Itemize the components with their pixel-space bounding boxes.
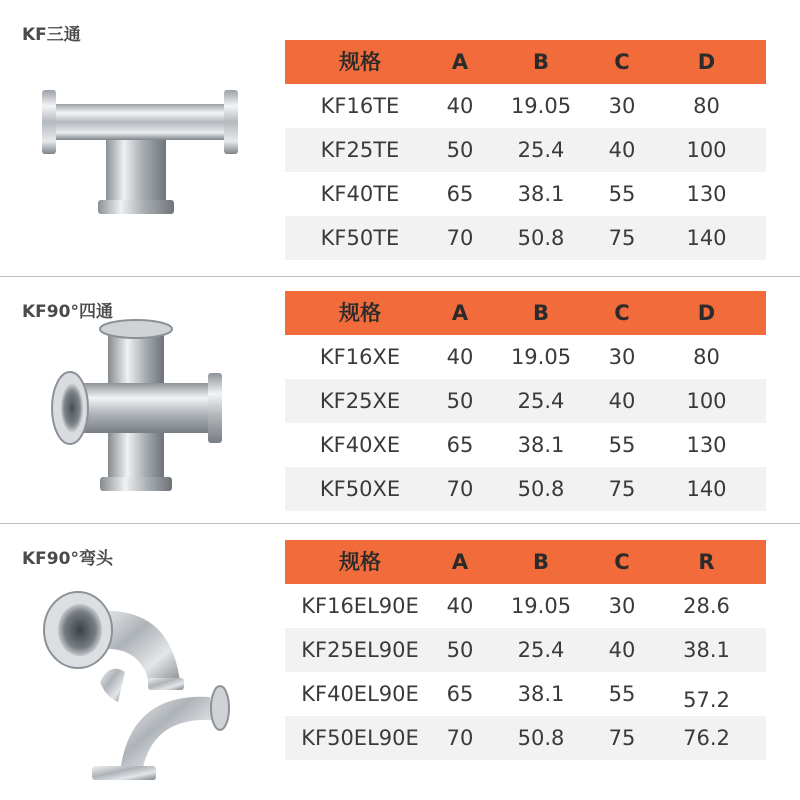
table-cell: 40 (446, 594, 474, 618)
header-cell: A (451, 550, 469, 574)
table-cell: 80 (693, 345, 720, 369)
table-cell: 130 (686, 182, 727, 206)
table-cell: 19.05 (510, 94, 572, 118)
table-cell: 75 (608, 477, 636, 501)
spec-table-elbow (285, 540, 766, 760)
table-cell: 30 (608, 94, 636, 118)
table-cell: 65 (446, 433, 474, 457)
table-cell: 40 (446, 94, 474, 118)
table-cell: 50 (446, 389, 474, 413)
table-cell: 50 (446, 138, 474, 162)
section-title: KF90°四通 (22, 302, 113, 322)
table-cell: 55 (608, 682, 636, 706)
table-cell: 50.8 (517, 226, 565, 250)
table-cell: KF40EL90E (301, 682, 419, 706)
header-cell: C (614, 50, 630, 74)
header-cell: D (697, 50, 716, 74)
table-cell: 19.05 (510, 594, 572, 618)
table-cell: KF16XE (319, 345, 401, 369)
header-cell: 规格 (339, 550, 381, 574)
table-cell: 40 (608, 389, 636, 413)
table-cell: 140 (686, 477, 727, 501)
table-header-row (285, 40, 766, 84)
header-cell: 规格 (339, 301, 381, 325)
table-row (285, 216, 766, 260)
header-cell: D (697, 301, 716, 325)
table-cell: 76.2 (683, 726, 730, 750)
section-title: KF三通 (22, 25, 81, 45)
kf-elbow-image (30, 572, 250, 792)
table-cell: 50.8 (517, 726, 565, 750)
table-cell: 40 (608, 638, 636, 662)
table-cell: 100 (686, 389, 727, 413)
table-row (285, 172, 766, 216)
spec-table-tee (285, 40, 766, 260)
table-header-row (285, 540, 766, 584)
header-cell: R (698, 550, 715, 574)
table-cell: 70 (446, 726, 474, 750)
table-cell: 28.6 (683, 594, 730, 618)
table-row (285, 423, 766, 467)
table-row (285, 379, 766, 423)
table-cell: 70 (446, 477, 474, 501)
table-cell: 50.8 (517, 477, 565, 501)
table-row (285, 716, 766, 760)
header-cell: B (532, 301, 549, 325)
table-cell: KF16TE (320, 94, 400, 118)
table-cell: 65 (446, 682, 474, 706)
section-kf-elbow (0, 524, 800, 800)
table-cell: KF16EL90E (301, 594, 419, 618)
table-row (285, 584, 766, 628)
table-cell: 130 (686, 433, 727, 457)
header-cell: 规格 (339, 50, 381, 74)
table-cell: KF40TE (320, 182, 400, 206)
table-cell: KF40XE (319, 433, 401, 457)
section-kf-cross (0, 277, 800, 523)
table-cell: 70 (446, 226, 474, 250)
table-cell: 25.4 (517, 638, 565, 662)
table-row (285, 467, 766, 511)
table-cell: 100 (686, 138, 727, 162)
header-cell: C (614, 550, 630, 574)
kf-tee-image (36, 82, 246, 222)
table-cell: 38.1 (517, 682, 565, 706)
table-cell: 75 (608, 726, 636, 750)
table-cell: KF25TE (320, 138, 400, 162)
table-cell: 80 (693, 94, 720, 118)
table-cell: 65 (446, 182, 474, 206)
table-cell: 40 (446, 345, 474, 369)
table-row (285, 628, 766, 672)
table-cell: KF50TE (320, 226, 400, 250)
table-row (285, 84, 766, 128)
table-cell: 38.1 (517, 182, 565, 206)
table-cell: 25.4 (517, 389, 565, 413)
table-cell: 50 (446, 638, 474, 662)
table-cell: KF25XE (319, 389, 401, 413)
table-cell: 55 (608, 182, 636, 206)
table-row (285, 672, 766, 716)
table-cell: KF25EL90E (301, 638, 419, 662)
table-cell: 19.05 (510, 345, 572, 369)
table-cell: 40 (608, 138, 636, 162)
spec-table-cross (285, 291, 766, 511)
table-header-row (285, 291, 766, 335)
table-cell: KF50EL90E (301, 726, 419, 750)
table-cell: 55 (608, 433, 636, 457)
table-cell: 30 (608, 594, 636, 618)
table-cell: 25.4 (517, 138, 565, 162)
table-row (285, 335, 766, 379)
header-cell: A (451, 301, 469, 325)
header-cell: A (451, 50, 469, 74)
table-cell: 38.1 (683, 638, 730, 662)
table-cell: 57.2 (683, 688, 730, 712)
table-cell: 75 (608, 226, 636, 250)
table-cell: 38.1 (517, 433, 565, 457)
table-cell: 140 (686, 226, 727, 250)
table-row (285, 128, 766, 172)
table-cell: KF50XE (319, 477, 401, 501)
table-cell: 30 (608, 345, 636, 369)
section-title: KF90°弯头 (22, 549, 113, 569)
header-cell: B (532, 50, 549, 74)
header-cell: B (532, 550, 549, 574)
section-kf-tee (0, 0, 800, 276)
kf-cross-image (48, 317, 238, 497)
header-cell: C (614, 301, 630, 325)
